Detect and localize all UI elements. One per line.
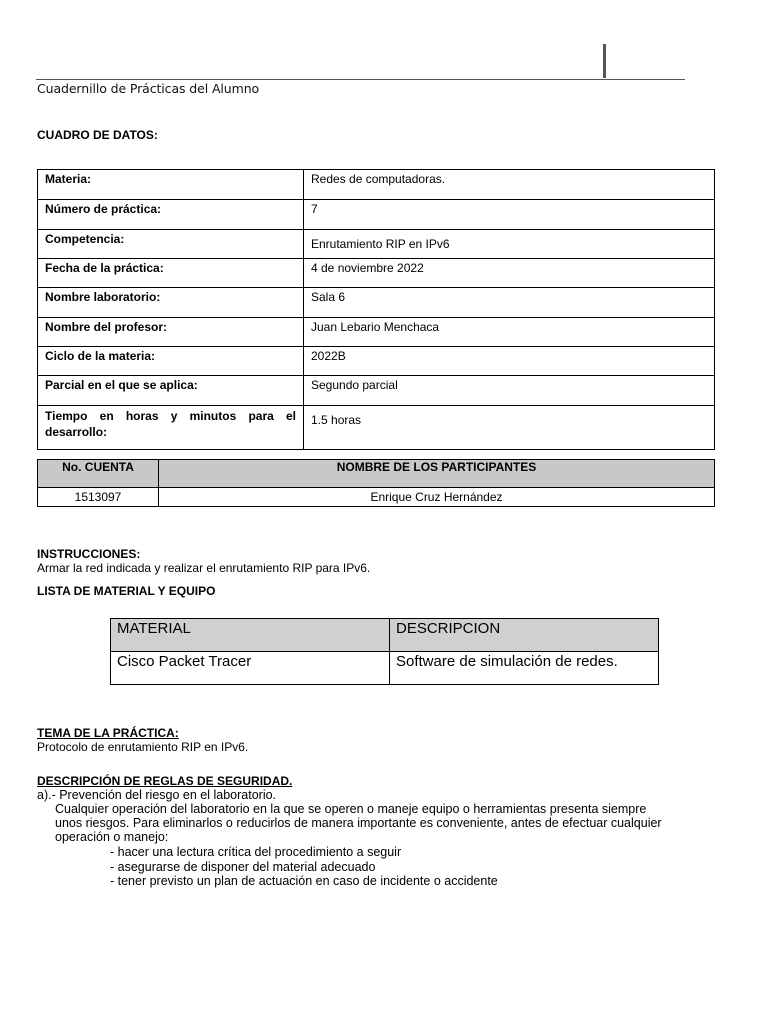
table-row <box>38 347 715 376</box>
row-label: Nombre laboratorio: <box>38 288 304 318</box>
row-label: Número de práctica: <box>38 200 304 230</box>
table-row <box>38 200 715 230</box>
seguridad-bullet: - tener previsto un plan de actuación en caso de incidente o accidente <box>110 874 498 888</box>
materials-table <box>110 618 659 685</box>
table-row <box>38 406 715 450</box>
participant-name: Enrique Cruz Hernández <box>159 488 715 507</box>
table-header-row <box>111 619 659 652</box>
column-header-material: MATERIAL <box>111 619 390 652</box>
row-label: Nombre del profesor: <box>38 318 304 347</box>
row-label: Parcial en el que se aplica: <box>38 376 304 406</box>
row-label: Fecha de la práctica: <box>38 259 304 288</box>
instructions-text: Armar la red indicada y realizar el enrutamiento RIP para IPv6. <box>37 561 371 575</box>
row-value: 1.5 horas <box>304 406 715 450</box>
row-value: Sala 6 <box>304 288 715 318</box>
tema-text: Protocolo de enrutamiento RIP en IPv6. <box>37 740 249 754</box>
header-rule <box>36 79 685 80</box>
participants-table <box>37 459 715 507</box>
column-header-names: NOMBRE DE LOS PARTICIPANTES <box>159 460 715 488</box>
table-row <box>38 288 715 318</box>
seguridad-bullet: - asegurarse de disponer del material adecuado <box>110 860 376 874</box>
table-row <box>38 259 715 288</box>
row-label: Ciclo de la materia: <box>38 347 304 376</box>
seguridad-item-a: a).- Prevención del riesgo en el laboratorio. <box>37 788 277 802</box>
row-value: 7 <box>304 200 715 230</box>
table-row <box>38 488 715 507</box>
row-value: Segundo parcial <box>304 376 715 406</box>
instructions-heading: INSTRUCCIONES: <box>37 547 141 561</box>
seguridad-bullet: - hacer una lectura crítica del procedimiento a seguir <box>110 845 402 859</box>
row-value: Juan Lebario Menchaca <box>304 318 715 347</box>
header-vertical-bar <box>603 44 606 78</box>
participant-account: 1513097 <box>38 488 159 507</box>
row-value: 2022B <box>304 347 715 376</box>
row-label: Tiempo en horas y minutos para el desarrollo: <box>38 406 304 450</box>
cuadro-heading: CUADRO DE DATOS: <box>37 128 158 142</box>
table-row <box>38 230 715 259</box>
tema-heading: TEMA DE LA PRÁCTICA: <box>37 726 179 740</box>
seguridad-paragraph-line: Cualquier operación del laboratorio en la que se operen o maneje equipo o herramientas presenta siempre <box>55 802 647 816</box>
seguridad-heading: DESCRIPCIÓN DE REGLAS DE SEGURIDAD. <box>37 774 293 788</box>
table-row <box>38 318 715 347</box>
row-label: Competencia: <box>38 230 304 259</box>
table-row <box>38 170 715 200</box>
material-name: Cisco Packet Tracer <box>111 652 390 685</box>
column-header-description: DESCRIPCION <box>390 619 659 652</box>
column-header-account: No. CUENTA <box>38 460 159 488</box>
material-description: Software de simulación de redes. <box>390 652 659 685</box>
seguridad-paragraph-line: unos riesgos. Para eliminarlos o reducirlos de manera importante es conveniente, antes de efectuar cualquier <box>55 816 662 830</box>
page-header-title: Cuadernillo de Prácticas del Alumno <box>37 81 260 96</box>
table-row <box>38 376 715 406</box>
row-value: 4 de noviembre 2022 <box>304 259 715 288</box>
materials-heading: LISTA DE MATERIAL Y EQUIPO <box>37 584 216 598</box>
data-table <box>37 169 715 450</box>
seguridad-paragraph-line: operación o manejo: <box>55 830 169 844</box>
table-row <box>111 652 659 685</box>
table-header-row <box>38 460 715 488</box>
row-value: Enrutamiento RIP en IPv6 <box>304 230 715 259</box>
row-label: Materia: <box>38 170 304 200</box>
row-value: Redes de computadoras. <box>304 170 715 200</box>
